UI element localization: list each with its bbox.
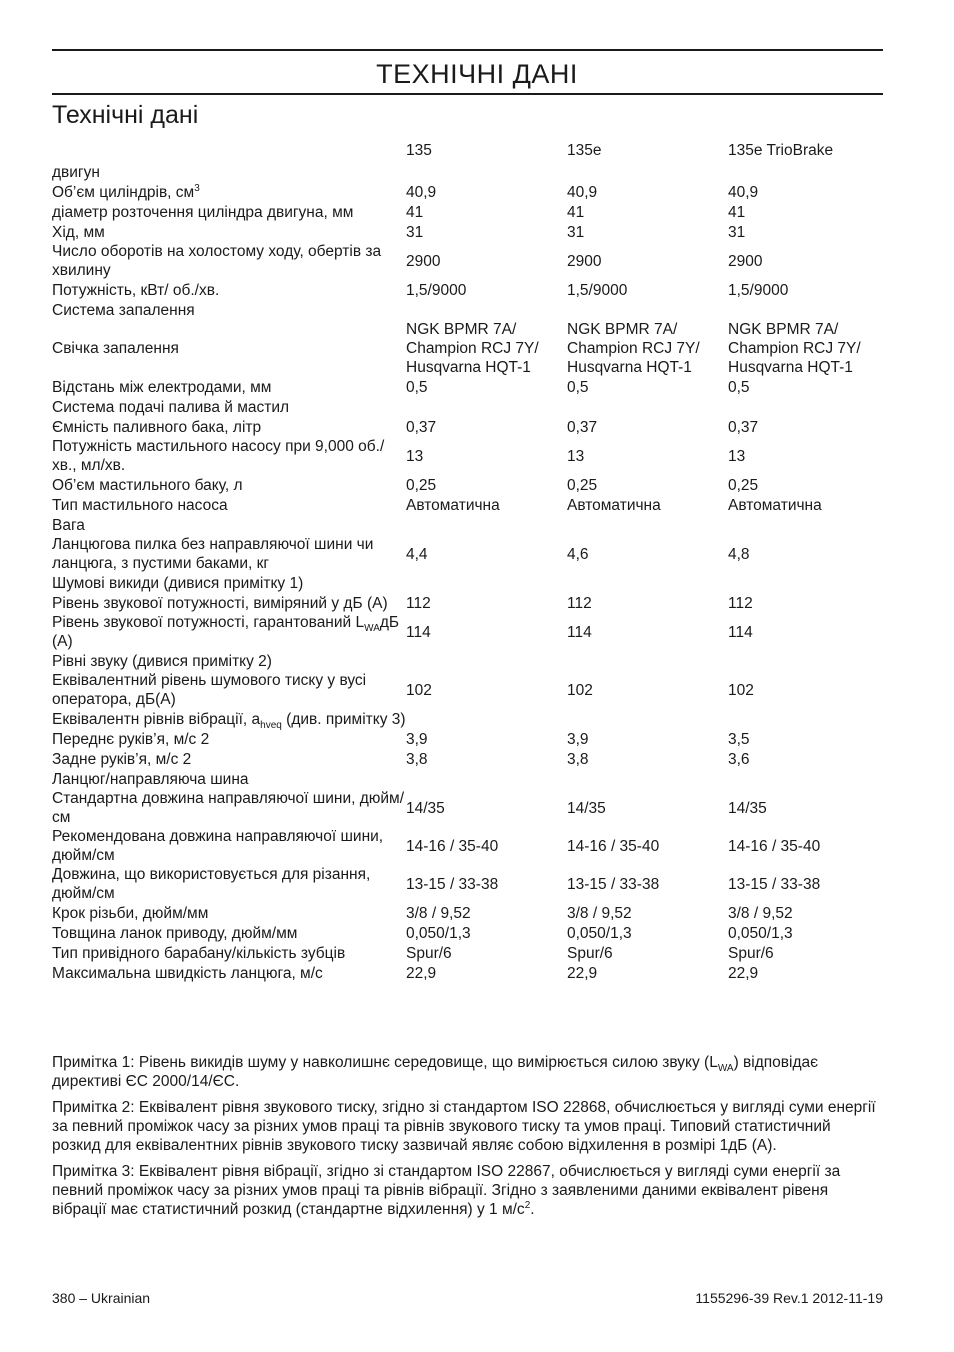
table-row [52, 671, 883, 709]
value-cell: 41 [406, 203, 424, 221]
value-cell: 3/8 / 9,52 [567, 904, 632, 922]
value-cell: 14/35 [406, 799, 445, 817]
value-cell: 0,050/1,3 [406, 924, 471, 942]
page-number: 380 – Ukrainian [52, 1290, 151, 1306]
label-text: Ланцюг/направляюча шина [52, 770, 249, 788]
label-text: Рекомендована довжина направляючої шини, дюйм/см [52, 828, 384, 864]
row-label [52, 749, 406, 769]
label-text: Рівні звуку (дивися примітку 2) [52, 652, 272, 670]
table-row [52, 729, 883, 749]
value-cell: 2900 [567, 252, 602, 270]
table-row [52, 789, 883, 827]
label-text: Потужність, кВт/ об./хв. [52, 281, 220, 299]
table-row [52, 963, 883, 983]
label-text: Еквівалентний рівень шумового тиску у вусі оператора, дБ(A) [52, 672, 367, 708]
value-cell: 102 [567, 681, 593, 699]
section-label [52, 709, 883, 729]
value-cell: Автоматична [567, 496, 661, 514]
top-rule [52, 49, 883, 51]
value-cell: 3,5 [728, 730, 750, 748]
row-label [52, 903, 406, 923]
section-row [52, 709, 883, 729]
table-header-row [52, 141, 883, 162]
label-text: Довжина, що використовується для різання, дюйм/см [52, 866, 371, 902]
notes [52, 1053, 883, 1226]
table-row [52, 613, 883, 651]
table-row [52, 320, 883, 377]
value-cell: 0,37 [406, 418, 437, 436]
row-label [52, 495, 406, 515]
row-label [52, 943, 406, 963]
value-cell: 40,9 [406, 183, 437, 201]
note-1-subscript: WA [717, 1063, 734, 1075]
value-cell: 41 [567, 203, 585, 221]
value-cell: 0,5 [406, 378, 428, 396]
value-cell: 0,5 [728, 378, 750, 396]
table-row [52, 865, 883, 903]
label-text: Тип привідного барабану/кількість зубців [52, 944, 346, 962]
row-label [52, 593, 406, 613]
section-row [52, 651, 883, 671]
label-text: Хід, мм [52, 223, 105, 241]
section-label [52, 769, 883, 789]
section-label [52, 651, 883, 671]
label-text: Рівень звукової потужності, гарантований L [52, 614, 365, 631]
section-label [52, 573, 883, 593]
label-text-end: дБ (A) [52, 614, 400, 650]
note-3-text: Примітка 3: Еквівалент рівня вібрації, згідно зі стандартом ISO 22867, обчислюється у вигляді суми енергії за певний проміжок часу за різних умов праці та рівнів вібрації. Згідно з заявленими даними еквівалент рівеня вібрації має статистичний розкид (стандартне відхилення) у 1 м/с [52, 1163, 841, 1218]
value-cell: 22,9 [567, 964, 598, 982]
note-1-text: Примітка 1: Рівень викидів шуму у навколишнє середовище, що вимірюється силою звуку (L [52, 1054, 718, 1071]
value-cell: 14-16 / 35-40 [567, 837, 660, 855]
row-label [52, 827, 406, 865]
value-cell: 13-15 / 33-38 [728, 875, 821, 893]
value-cell: NGK BPMR 7A/ Champion RCJ 7Y/ Husqvarna HQT-1 [728, 321, 861, 376]
value-cell: 0,37 [728, 418, 759, 436]
value-cell: 102 [406, 681, 432, 699]
value-cell: 41 [728, 203, 746, 221]
value-cell: 102 [728, 681, 754, 699]
value-cell: 0,37 [567, 418, 598, 436]
label-text: Задне руків’я, м/с 2 [52, 750, 192, 768]
note-2: Примітка 2: Еквівалент рівня звукового тиску, згідно зі стандартом ISO 22868, обчислюється у вигляді суми енергії за певний проміжок часу за різних умов праці та рівнів звукового тиску та умов праці. Типовий статистичний розкид для еквівалентних рівнів звукового тиску зазвичай являє собою відхилення в розмірі 1дБ (A). [52, 1099, 876, 1154]
table-row [52, 437, 883, 475]
value-cell: 31 [728, 223, 746, 241]
label-text: Тип мастильного насоса [52, 496, 228, 514]
header-rule [52, 93, 883, 95]
row-label [52, 671, 406, 709]
value-cell: Spur/6 [567, 944, 613, 962]
note-3-text-end: . [530, 1201, 535, 1218]
table-row [52, 222, 883, 242]
value-cell: 3/8 / 9,52 [728, 904, 793, 922]
table-row [52, 495, 883, 515]
label-text: Потужність мастильного насосу при 9,000 об./хв., мл/хв. [52, 438, 385, 474]
value-cell: 0,5 [567, 378, 589, 396]
note-3-superscript: 2 [524, 1199, 531, 1211]
table-row [52, 535, 883, 573]
row-label [52, 222, 406, 242]
label-text: Об’єм циліндрів, см [52, 183, 195, 201]
section-row [52, 162, 883, 182]
value-cell: 13-15 / 33-38 [406, 875, 499, 893]
section-row [52, 397, 883, 417]
label-text: Ємність паливного бака, літр [52, 418, 262, 436]
value-cell: 0,25 [567, 476, 598, 494]
value-cell: 112 [728, 594, 753, 612]
value-cell: 13 [728, 447, 746, 465]
row-label [52, 242, 406, 280]
value-cell: 14-16 / 35-40 [728, 837, 821, 855]
value-cell: 3,9 [567, 730, 589, 748]
column-header: 135e [567, 142, 602, 159]
table-row [52, 943, 883, 963]
value-cell: 0,050/1,3 [728, 924, 793, 942]
column-header: 135e TrioBrake [728, 142, 834, 159]
value-cell: 14-16 / 35-40 [406, 837, 499, 855]
value-cell: 112 [567, 594, 592, 612]
value-cell: 3,9 [406, 730, 428, 748]
row-label [52, 535, 406, 573]
value-cell: Spur/6 [406, 944, 452, 962]
value-cell: 40,9 [567, 183, 598, 201]
table-row [52, 827, 883, 865]
row-label [52, 963, 406, 983]
value-cell: 0,25 [406, 476, 437, 494]
label-text: Еквівалентн рівнів вібрації, a [52, 710, 261, 728]
label-text: двигун [52, 163, 100, 181]
page-title: Технічні дані [52, 101, 199, 129]
row-label [52, 182, 406, 202]
value-cell: 14/35 [728, 799, 767, 817]
value-cell: 13 [406, 447, 424, 465]
table-row [52, 242, 883, 280]
value-cell: 1,5/9000 [567, 281, 628, 299]
table-row [52, 377, 883, 397]
table-row [52, 417, 883, 437]
label-text: Стандартна довжина направляючої шини, дюйм/см [52, 790, 405, 826]
value-cell: 40,9 [728, 183, 759, 201]
note-1 [52, 1053, 883, 1091]
row-label [52, 417, 406, 437]
label-text: діаметр розточення циліндра двигуна, мм [52, 203, 354, 221]
value-cell: NGK BPMR 7A/ Champion RCJ 7Y/ Husqvarna HQT-1 [406, 321, 539, 376]
value-cell: 31 [406, 223, 424, 241]
row-label [52, 789, 406, 827]
label-text: Об’єм мастильного баку, л [52, 476, 243, 494]
value-cell: 0,25 [728, 476, 759, 494]
section-row [52, 300, 883, 320]
label-text: Шумові викиди (дивися примітку 1) [52, 574, 304, 592]
value-cell: 4,6 [567, 545, 589, 563]
column-header: 135 [406, 142, 432, 159]
label-text: Рівень звукової потужності, виміряний у дБ (A) [52, 594, 388, 612]
label-text: Число оборотів на холостому ходу, обертів за хвилину [52, 243, 382, 279]
section-label [52, 397, 883, 417]
label-text: Товщина ланок приводу, дюйм/мм [52, 924, 298, 942]
section-label [52, 162, 883, 182]
section-label [52, 515, 883, 535]
label-text: Система запалення [52, 301, 195, 319]
row-label [52, 613, 406, 651]
value-cell: 4,8 [728, 545, 750, 563]
label-superscript: 3 [194, 182, 200, 194]
label-text: Максимальна швидкість ланцюга, м/с [52, 964, 323, 982]
row-label [52, 729, 406, 749]
value-cell: 13-15 / 33-38 [567, 875, 660, 893]
value-cell: 112 [406, 594, 431, 612]
table-row [52, 903, 883, 923]
value-cell: 14/35 [567, 799, 606, 817]
value-cell: 31 [567, 223, 585, 241]
table-row [52, 182, 883, 202]
value-cell: 3,8 [406, 750, 428, 768]
label-text: Система подачі палива й мастил [52, 398, 290, 416]
value-cell: 3/8 / 9,52 [406, 904, 471, 922]
spec-table [52, 141, 883, 983]
table-row [52, 280, 883, 300]
value-cell: Автоматична [406, 496, 500, 514]
table-row [52, 593, 883, 613]
row-label [52, 280, 406, 300]
note-1-text-end: ) відповідає директиві ЄС 2000/14/ЄС. [52, 1054, 819, 1090]
value-cell: 114 [567, 623, 592, 641]
value-cell: 0,050/1,3 [567, 924, 632, 942]
row-label [52, 320, 406, 377]
value-cell: 3,8 [567, 750, 589, 768]
label-text: Ланцюгова пилка без направляючої шини чи ланцюга, з пустими баками, кг [52, 536, 374, 572]
value-cell: 1,5/9000 [406, 281, 467, 299]
table-row [52, 202, 883, 222]
label-text: Крок різьби, дюйм/мм [52, 904, 209, 922]
label-text: Переднє руків’я, м/с 2 [52, 730, 210, 748]
row-label [52, 923, 406, 943]
value-cell: 4,4 [406, 545, 428, 563]
label-subscript: hveq [260, 719, 282, 731]
value-cell: 3,6 [728, 750, 750, 768]
section-title: ТЕХНІЧНІ ДАНІ [376, 59, 578, 89]
value-cell: Spur/6 [728, 944, 774, 962]
value-cell: 2900 [728, 252, 763, 270]
value-cell: 13 [567, 447, 585, 465]
value-cell: 22,9 [728, 964, 759, 982]
header-cell-empty [52, 141, 406, 162]
row-label [52, 202, 406, 222]
section-row [52, 515, 883, 535]
table-row [52, 749, 883, 769]
row-label [52, 377, 406, 397]
row-label [52, 437, 406, 475]
value-cell: 2900 [406, 252, 441, 270]
section-row [52, 769, 883, 789]
row-label [52, 865, 406, 903]
table-row [52, 475, 883, 495]
value-cell: 1,5/9000 [728, 281, 789, 299]
section-row [52, 573, 883, 593]
label-text: Відстань між електродами, мм [52, 378, 272, 396]
label-subscript: WA [364, 623, 380, 635]
section-label [52, 300, 883, 320]
value-cell: 114 [406, 623, 431, 641]
document-revision: 1155296-39 Rev.1 2012-11-19 [695, 1290, 883, 1306]
note-3 [52, 1162, 883, 1219]
label-text: Свічка запалення [52, 340, 179, 357]
label-text: Вага [52, 516, 85, 534]
value-cell: NGK BPMR 7A/ Champion RCJ 7Y/ Husqvarna HQT-1 [567, 321, 700, 376]
value-cell: Автоматична [728, 496, 822, 514]
table-row [52, 923, 883, 943]
label-text-end: (див. примітку 3) [281, 710, 406, 728]
row-label [52, 475, 406, 495]
value-cell: 114 [728, 623, 753, 641]
value-cell: 22,9 [406, 964, 437, 982]
